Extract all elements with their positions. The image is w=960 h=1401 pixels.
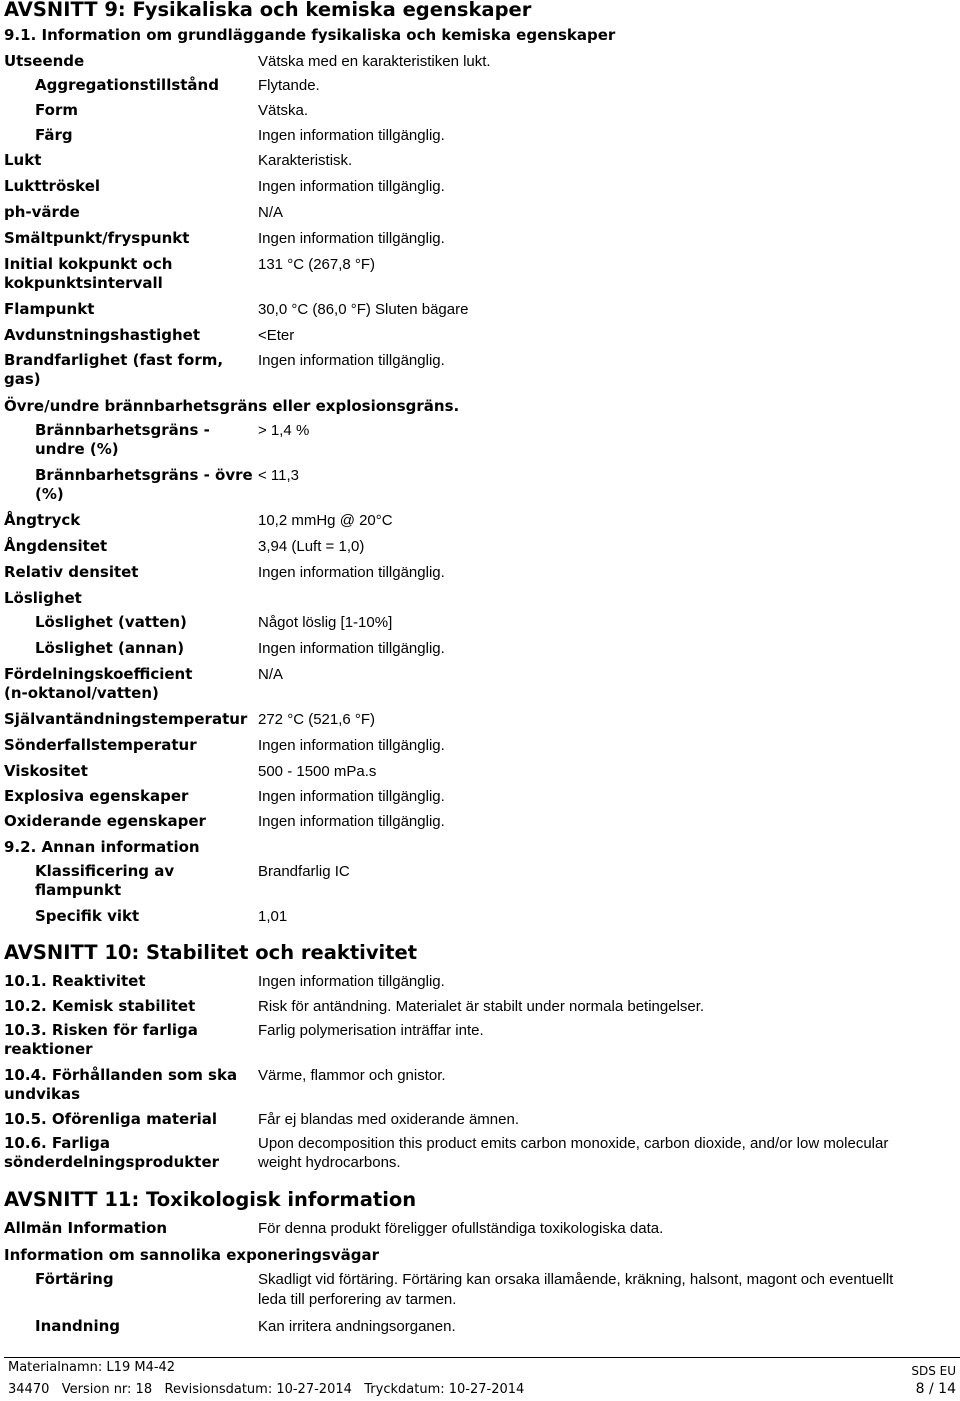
group-heading: Övre/undre brännbarhetsgräns eller explosionsgräns. — [4, 397, 460, 415]
prop-label: Sönderfallstemperatur — [4, 736, 197, 754]
prop-value: 10,2 mmHg @ 20°C — [258, 512, 393, 529]
prop-label: Form — [35, 101, 78, 119]
prop-label-cont: flampunkt — [35, 881, 122, 899]
prop-label: Löslighet (vatten) — [35, 613, 187, 631]
prop-value-cont: leda till perforering av tarmen. — [258, 1291, 457, 1308]
prop-value: Ingen information tillgänglig. — [258, 352, 445, 369]
prop-label: Ångdensitet — [4, 537, 108, 555]
prop-value: Ingen information tillgänglig. — [258, 178, 445, 195]
prop-value: Värme, flammor och gnistor. — [258, 1067, 446, 1084]
prop-label: Viskositet — [4, 762, 88, 780]
prop-label: Flampunkt — [4, 300, 95, 318]
prop-label: Självantändningstemperatur — [4, 710, 248, 728]
prop-label: Fördelningskoefficient — [4, 665, 193, 683]
prop-label: Utseende — [4, 52, 85, 70]
prop-label: Smältpunkt/fryspunkt — [4, 229, 190, 247]
prop-label: Inandning — [35, 1317, 121, 1335]
section-9-title: AVSNITT 9: Fysikaliska och kemiska egenskaper — [4, 0, 532, 21]
prop-value-cont: weight hydrocarbons. — [258, 1154, 401, 1171]
prop-value: 500 - 1500 mPa.s — [258, 763, 377, 780]
prop-label: Brandfarlighet (fast form, — [4, 351, 224, 369]
prop-value: 1,01 — [258, 908, 288, 925]
prop-label-cont: sönderdelningsprodukter — [4, 1153, 220, 1171]
prop-label: Avdunstningshastighet — [4, 326, 201, 344]
prop-value: Vätska med en karakteristiken lukt. — [258, 53, 491, 70]
prop-value: > 1,4 % — [258, 422, 310, 439]
prop-label: Löslighet (annan) — [35, 639, 185, 657]
prop-value: N/A — [258, 666, 284, 683]
prop-label: Oxiderande egenskaper — [4, 812, 206, 830]
prop-value: <Eter — [258, 327, 295, 344]
prop-label-cont: gas) — [4, 370, 41, 388]
prop-label: Specifik vikt — [35, 907, 140, 925]
prop-label-cont: undre (%) — [35, 440, 119, 458]
section-11-title: AVSNITT 11: Toxikologisk information — [4, 1188, 417, 1211]
prop-value: Brandfarlig IC — [258, 863, 350, 880]
prop-value: Skadligt vid förtäring. Förtäring kan orsaka illamående, kräkning, halsont, magont och eventuellt — [258, 1271, 894, 1288]
prop-value: Kan irritera andningsorganen. — [258, 1318, 456, 1335]
prop-label-cont: (n-oktanol/vatten) — [4, 684, 159, 702]
footer-material-name: Materialnamn: L19 M4-42 — [8, 1360, 176, 1375]
prop-label: Initial kokpunkt och — [4, 255, 173, 273]
prop-label: 10.4. Förhållanden som ska — [4, 1066, 238, 1084]
prop-label: Lukttröskel — [4, 177, 101, 195]
prop-label: Aggregationstillstånd — [35, 76, 219, 94]
prop-label: Relativ densitet — [4, 563, 139, 581]
prop-value: Karakteristisk. — [258, 152, 353, 169]
prop-label: Brännbarhetsgräns - — [35, 421, 210, 439]
prop-value: Ingen information tillgänglig. — [258, 788, 445, 805]
prop-value: Ingen information tillgänglig. — [258, 813, 445, 830]
section-10-title: AVSNITT 10: Stabilitet och reaktivitet — [4, 941, 418, 964]
subsection-9-2-title: 9.2. Annan information — [4, 838, 200, 856]
prop-label: 10.2. Kemisk stabilitet — [4, 997, 196, 1015]
prop-value: Ingen information tillgänglig. — [258, 564, 445, 581]
prop-label: Allmän Information — [4, 1219, 168, 1237]
prop-label-cont: kokpunktsintervall — [4, 274, 163, 292]
prop-label-cont: undvikas — [4, 1085, 81, 1103]
prop-value: 30,0 °C (86,0 °F) Sluten bägare — [258, 301, 469, 318]
footer-doc-type: SDS EU — [911, 1364, 956, 1378]
prop-value: Upon decomposition this product emits carbon monoxide, carbon dioxide, and/or low molecular — [258, 1135, 889, 1152]
prop-value: Ingen information tillgänglig. — [258, 640, 445, 657]
prop-label: 10.3. Risken för farliga — [4, 1021, 198, 1039]
prop-value: Ingen information tillgänglig. — [258, 230, 445, 247]
group-heading: Löslighet — [4, 589, 82, 607]
prop-value: Risk för antändning. Materialet är stabilt under normala betingelser. — [258, 998, 705, 1015]
prop-label: 10.5. Oförenliga material — [4, 1110, 218, 1128]
prop-value: Flytande. — [258, 77, 320, 94]
prop-label-cont: (%) — [35, 485, 64, 503]
prop-value: N/A — [258, 204, 284, 221]
prop-label: Ångtryck — [4, 511, 81, 529]
prop-label: Lukt — [4, 151, 42, 169]
prop-label: Brännbarhetsgräns - övre — [35, 466, 253, 484]
prop-value: Ingen information tillgänglig. — [258, 127, 445, 144]
prop-label: 10.6. Farliga — [4, 1134, 110, 1152]
footer-version-info: 34470 Version nr: 18 Revisionsdatum: 10-27-2014 Tryckdatum: 10-27-2014 — [8, 1382, 525, 1397]
prop-label: Klassificering av — [35, 862, 175, 880]
prop-label: Förtäring — [35, 1270, 114, 1288]
prop-label: 10.1. Reaktivitet — [4, 972, 146, 990]
prop-value: Något löslig [1-10%] — [258, 614, 393, 631]
prop-value: Ingen information tillgänglig. — [258, 973, 445, 990]
prop-value: Ingen information tillgänglig. — [258, 737, 445, 754]
footer-page-number: 8 / 14 — [915, 1381, 956, 1397]
prop-value: För denna produkt föreligger ofullständiga toxikologiska data. — [258, 1220, 664, 1237]
prop-value: 131 °C (267,8 °F) — [258, 256, 376, 273]
prop-label: ph-värde — [4, 203, 80, 221]
prop-value: < 11,3 — [258, 467, 300, 484]
prop-label-cont: reaktioner — [4, 1040, 93, 1058]
footer-divider — [4, 1357, 960, 1358]
subsection-9-1-title: 9.1. Information om grundläggande fysikaliska och kemiska egenskaper — [4, 26, 616, 44]
prop-label: Explosiva egenskaper — [4, 787, 189, 805]
prop-value: 272 °C (521,6 °F) — [258, 711, 376, 728]
prop-label: Färg — [35, 126, 73, 144]
group-heading: Information om sannolika exponeringsvägar — [4, 1246, 380, 1264]
prop-value: Vätska. — [258, 102, 309, 119]
prop-value: 3,94 (Luft = 1,0) — [258, 538, 365, 555]
prop-value: Får ej blandas med oxiderande ämnen. — [258, 1111, 519, 1128]
prop-value: Farlig polymerisation inträffar inte. — [258, 1022, 484, 1039]
